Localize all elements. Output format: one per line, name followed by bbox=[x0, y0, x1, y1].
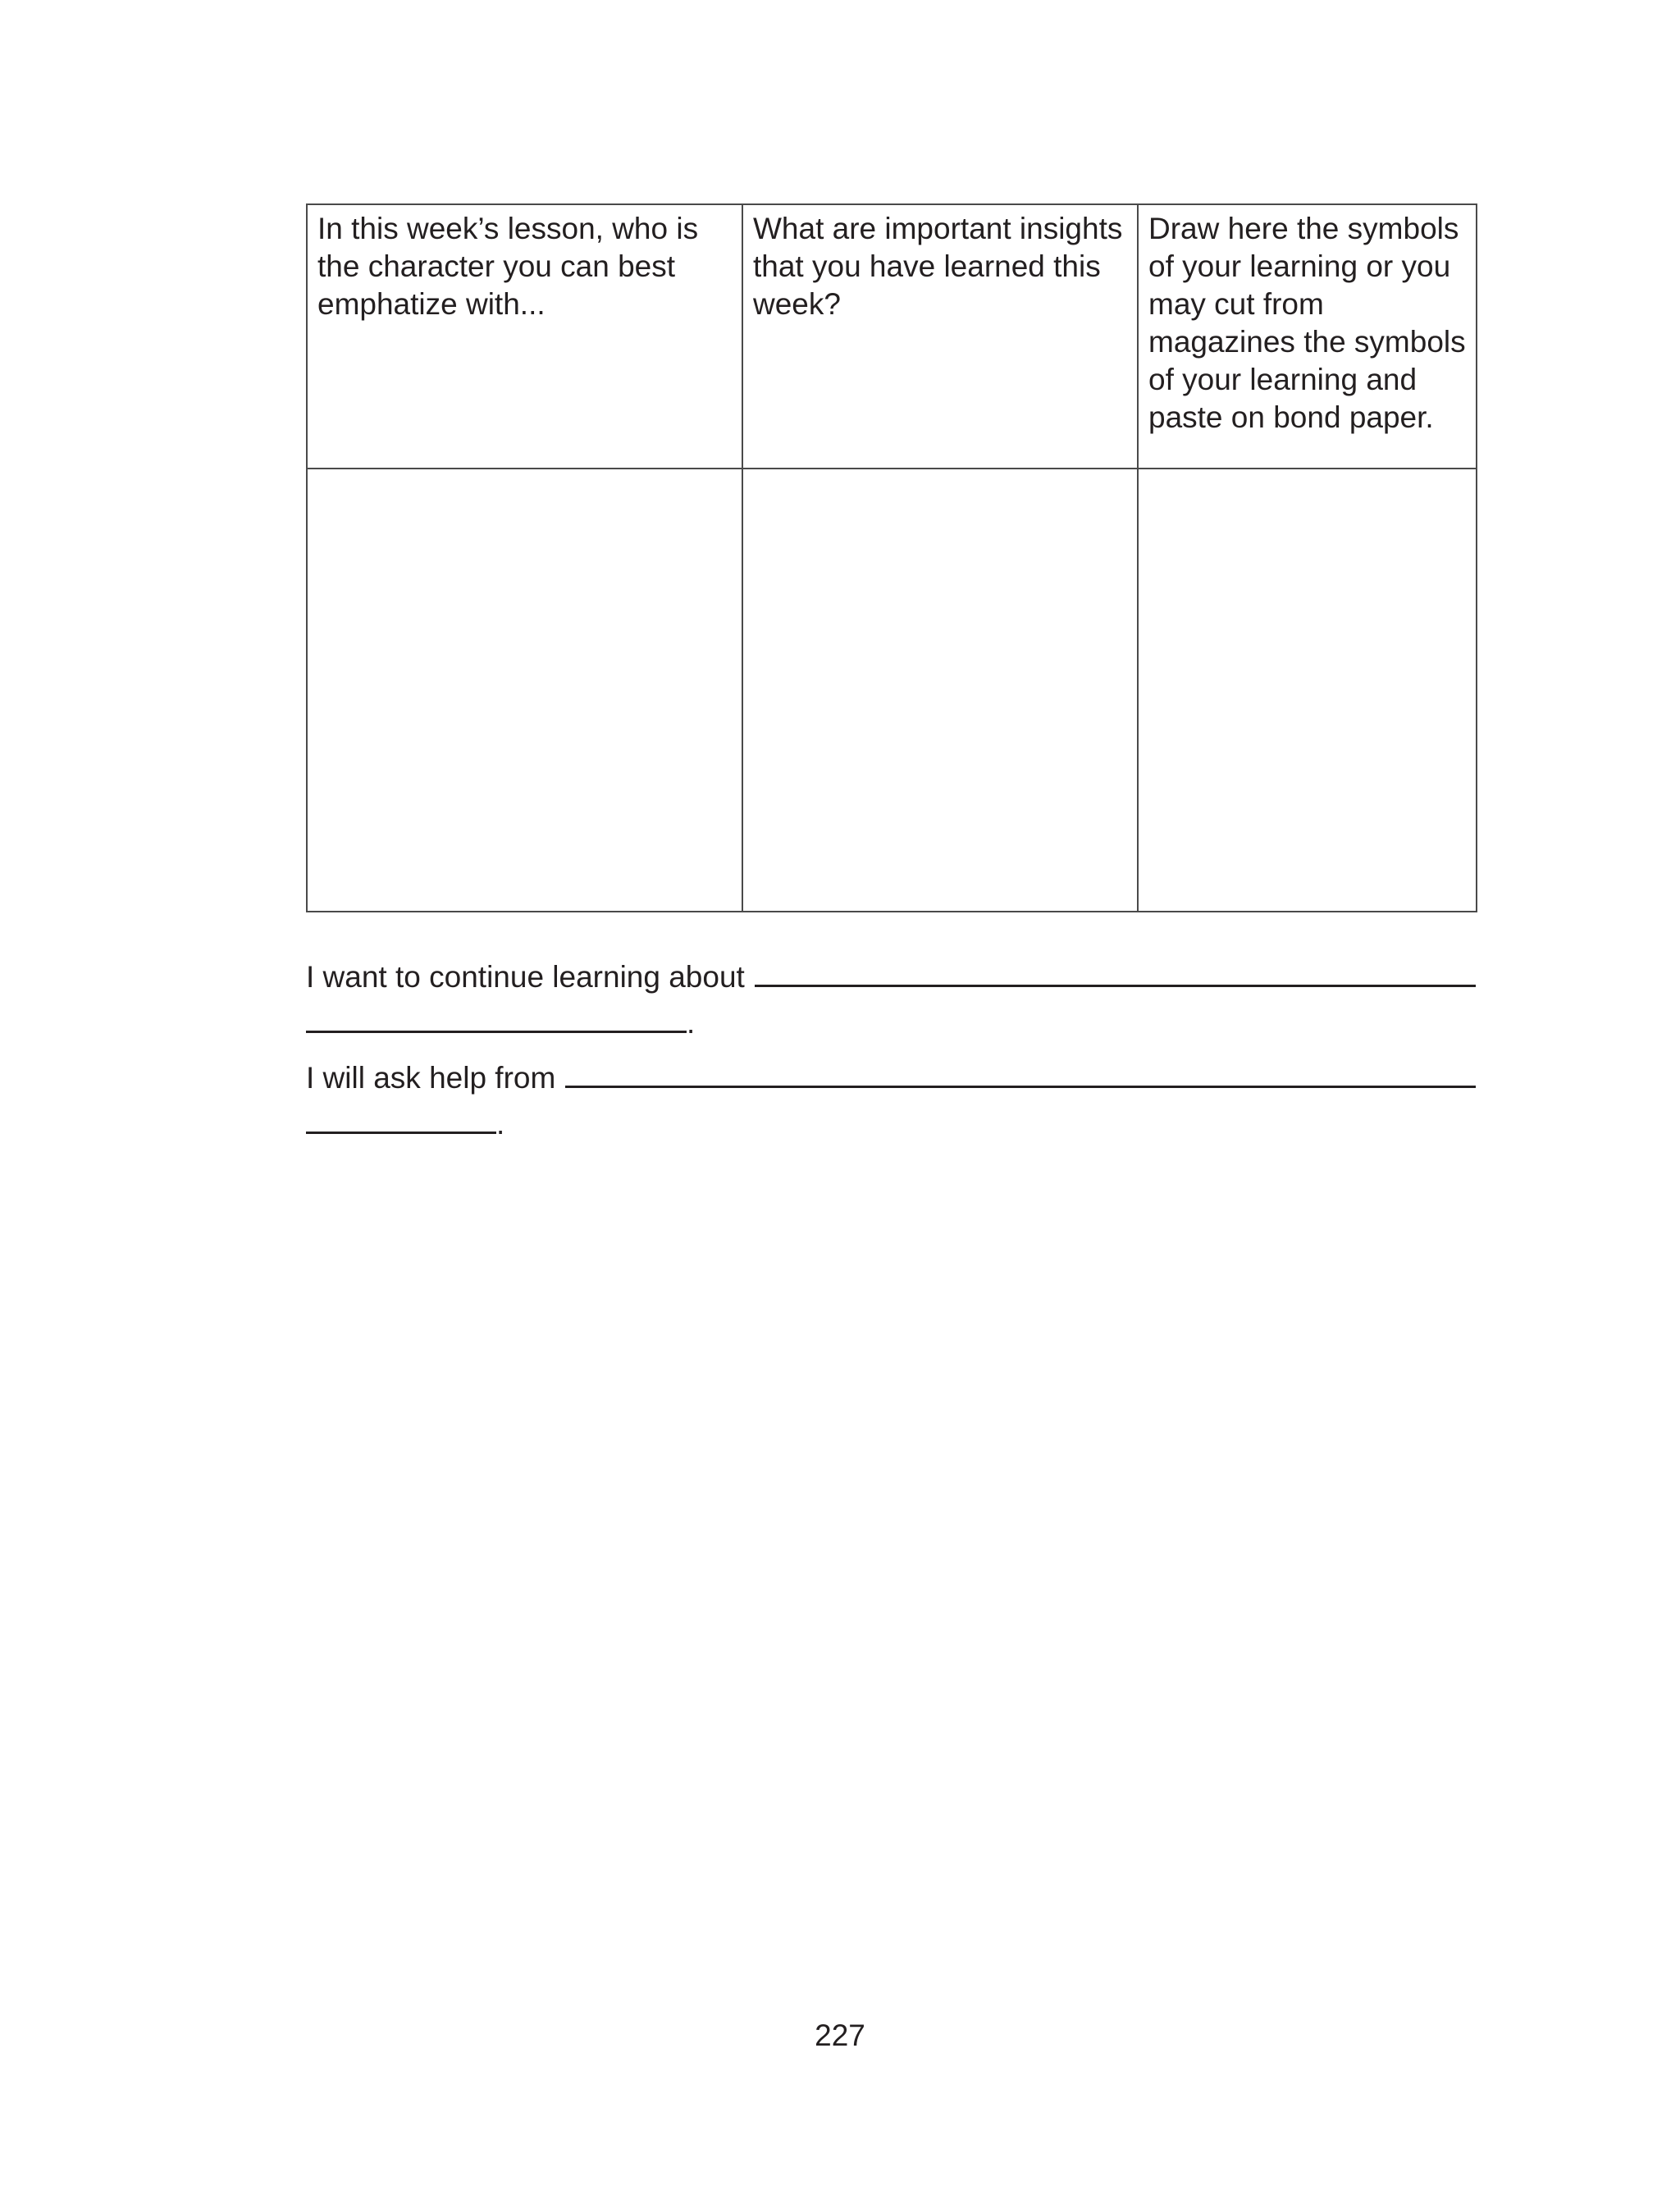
header-insights: What are important insights that you have learned this week? bbox=[742, 204, 1138, 469]
ask-help-blank-continued[interactable] bbox=[306, 1102, 496, 1134]
answer-cell-symbols[interactable] bbox=[1138, 469, 1477, 912]
answer-cell-insights[interactable] bbox=[742, 469, 1138, 912]
ask-help-blank[interactable] bbox=[565, 1056, 1476, 1088]
continue-learning-blank-continued[interactable] bbox=[306, 1001, 687, 1033]
table-header-row bbox=[307, 204, 1477, 469]
header-symbols: Draw here the symbols of your learning or you may cut from magazines the symbols of your learning and paste on bond paper. bbox=[1138, 204, 1477, 469]
table-answer-row bbox=[307, 469, 1477, 912]
reflection-table bbox=[306, 203, 1477, 912]
continue-learning-label: I want to continue learning about bbox=[306, 960, 745, 994]
ask-help-sentence bbox=[306, 1056, 1476, 1143]
answer-cell-character[interactable] bbox=[307, 469, 742, 912]
period: . bbox=[687, 1006, 696, 1040]
page-number: 227 bbox=[815, 2019, 865, 2052]
header-character: In this week’s lesson, who is the character you can best emphatize with... bbox=[307, 204, 742, 469]
continue-learning-blank[interactable] bbox=[755, 955, 1476, 987]
continue-learning-sentence bbox=[306, 955, 1476, 1042]
ask-help-label: I will ask help from bbox=[306, 1061, 556, 1095]
period: . bbox=[496, 1107, 505, 1141]
